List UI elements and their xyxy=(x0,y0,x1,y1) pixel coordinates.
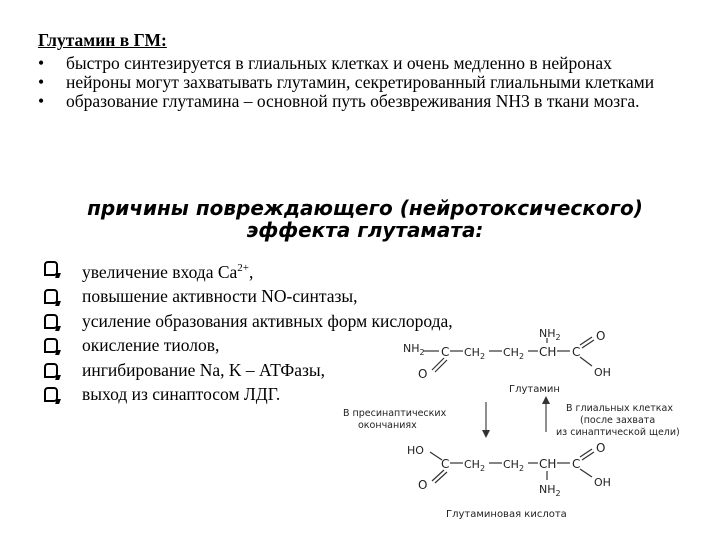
formula-c2: C xyxy=(572,345,581,359)
section-subtitle xyxy=(0,197,720,241)
formula-ch: CH xyxy=(539,457,557,471)
arrow-up-head xyxy=(542,396,550,404)
glial-note-3: из синаптической щели) xyxy=(556,427,680,438)
glutamine-glutamate-diagram xyxy=(330,316,720,540)
bond xyxy=(580,449,592,457)
formula-c1: C xyxy=(441,345,450,359)
formula-o-left: O xyxy=(418,367,428,381)
formula-nh2-left: $NH_2$ xyxy=(403,342,425,357)
bullet-icon: • xyxy=(38,91,45,111)
bond xyxy=(582,340,594,348)
glutamine-structure xyxy=(403,327,611,395)
charge-superscript: 2+ xyxy=(237,262,250,274)
glial-note-1: В глиальных клетках xyxy=(566,403,673,414)
cause-text-2: повышение активности NO-синтазы, xyxy=(82,286,358,307)
formula-o-right: O xyxy=(596,441,606,455)
bond xyxy=(432,470,444,481)
formula-ch: CH xyxy=(539,345,557,359)
bullet-icon: • xyxy=(38,53,45,73)
slide-heading: Глутамин в ГМ: xyxy=(38,30,167,50)
bond xyxy=(580,337,592,345)
list-item-text: образование глутамина – основной путь обезвреживания NH3 в ткани мозга. xyxy=(66,91,640,111)
cause-text-4: окисление тиолов, xyxy=(82,335,220,356)
formula-o-right: O xyxy=(596,329,606,343)
glutamine-facts-list xyxy=(36,54,686,111)
bullet-icon: • xyxy=(38,72,45,92)
list-item xyxy=(36,54,686,73)
list-item xyxy=(44,256,453,284)
formula-ch2-a: $CH_2$ xyxy=(464,346,486,361)
subtitle-line-1: причины повреждающего (нейротоксического) xyxy=(87,196,643,220)
bond xyxy=(435,472,447,483)
formula-oh: OH xyxy=(594,366,611,379)
list-item-text: нейроны могут захватывать глутамин, секретированный глиальными клетками xyxy=(66,72,655,92)
checkbox-bullet-icon xyxy=(44,261,58,276)
formula-ch2-b: $CH_2$ xyxy=(503,458,525,473)
cause-text-6: выход из синаптосом ЛДГ. xyxy=(82,384,281,405)
list-item xyxy=(36,92,686,111)
cause-text-3: усиление образования активных форм кислорода, xyxy=(82,310,453,331)
formula-o-left: O xyxy=(418,478,428,492)
checkbox-bullet-icon xyxy=(44,289,58,304)
cause-text-1-end: , xyxy=(249,261,254,282)
list-item xyxy=(36,73,686,92)
checkbox-bullet-icon xyxy=(44,338,58,353)
cause-text-5: ингибирование Na, K – АТФазы, xyxy=(82,359,326,380)
bond xyxy=(580,357,592,366)
bond xyxy=(580,469,592,477)
glial-note-2: (после захвата xyxy=(580,415,656,426)
checkbox-bullet-icon xyxy=(44,314,58,329)
formula-nh2-bottom: $NH_2$ xyxy=(539,483,561,498)
arrow-down-head xyxy=(482,430,490,438)
glutamine-label: Глутамин xyxy=(509,384,560,395)
subtitle-line-2: эффекта глутамата: xyxy=(246,218,484,242)
glutamate-structure xyxy=(407,441,611,520)
list-item-text: быстро синтезируется в глиальных клетках и очень медленно в нейронах xyxy=(66,53,612,73)
checkbox-bullet-icon xyxy=(44,363,58,378)
cause-text-1: увеличение входа Са xyxy=(82,261,238,282)
bond xyxy=(582,452,594,460)
formula-ho: HO xyxy=(407,444,424,457)
formula-c1: C xyxy=(441,457,450,471)
formula-c2: C xyxy=(572,457,581,471)
formula-oh: OH xyxy=(594,476,611,489)
list-item xyxy=(44,284,453,309)
presynaptic-note-2: окончаниях xyxy=(358,420,417,431)
presynaptic-note-1: В пресинаптических xyxy=(343,408,447,419)
glutamic-acid-label: Глутаминовая кислота xyxy=(446,509,567,520)
checkbox-bullet-icon xyxy=(44,387,58,402)
formula-ch2-b: $CH_2$ xyxy=(503,346,525,361)
formula-nh2-top: $NH_2$ xyxy=(539,327,561,342)
formula-ch2-a: $CH_2$ xyxy=(464,458,486,473)
